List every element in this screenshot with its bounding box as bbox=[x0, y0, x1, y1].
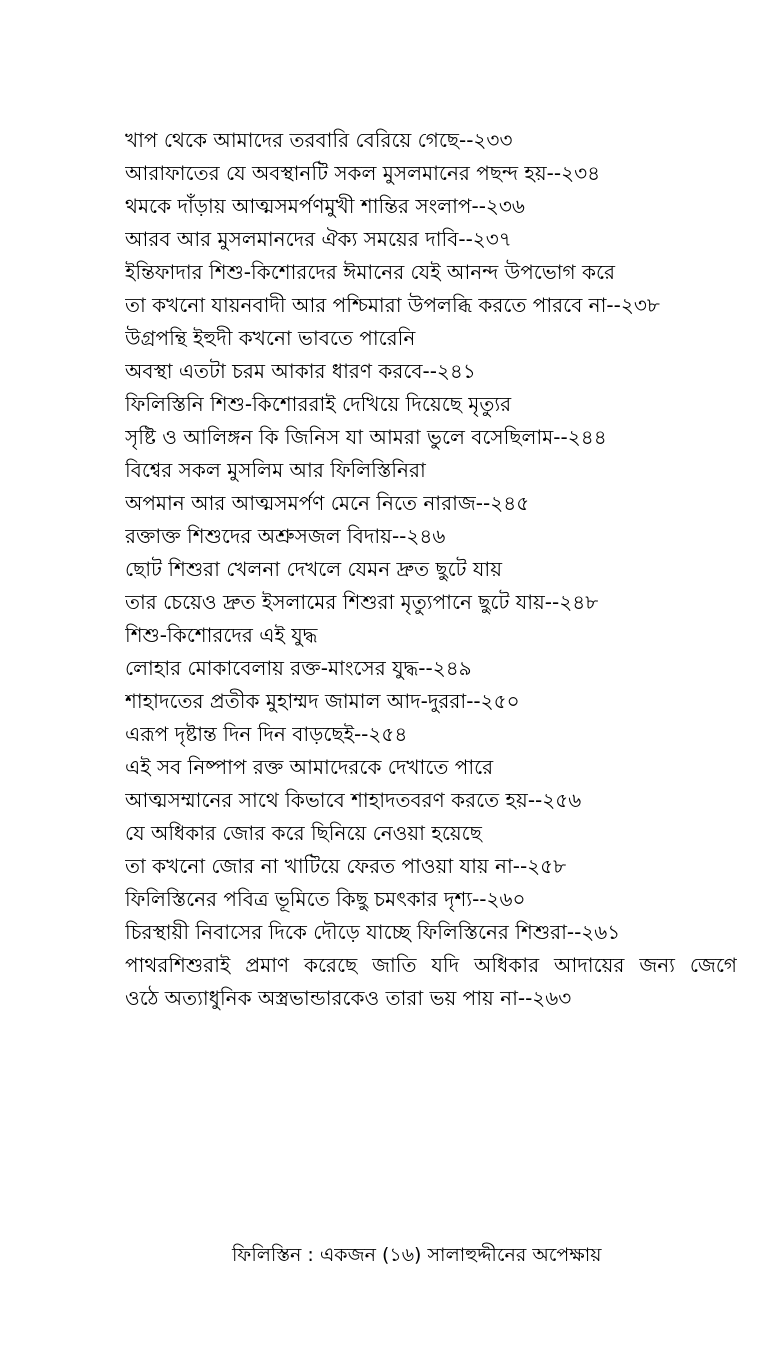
toc-line: অবস্থা এতটা চরম আকার ধারণ করবে--২৪১ bbox=[125, 359, 476, 383]
toc-line: খাপ থেকে আমাদের তরবারি বেরিয়ে গেছে--২৩৩ bbox=[125, 128, 513, 152]
toc-line: ফিলিস্তিনি শিশু-কিশোররাই দেখিয়ে দিয়েছে মৃত্যুর bbox=[125, 392, 512, 416]
toc-line: পাথরশিশুরাই প্রমাণ করেছে জাতি যদি অধিকার আদায়ের জন্য জেগে bbox=[125, 953, 737, 977]
toc-line: তার চেয়েও দ্রুত ইসলামের শিশুরা মৃত্যুপানে ছুটে যায়--২৪৮ bbox=[125, 590, 599, 614]
toc-line: ছোট শিশুরা খেলনা দেখলে যেমন দ্রুত ছুটে যায় bbox=[125, 557, 503, 581]
toc-line: উগ্রপন্থি ইহুদী কখনো ভাবতে পারেনি bbox=[125, 326, 416, 350]
toc-line: যে অধিকার জোর করে ছিনিয়ে নেওয়া হয়েছে bbox=[125, 821, 482, 845]
page-footer: ফিলিস্তিন : একজন (১৬) সালাহুদ্দীনের অপেক্ষায় bbox=[232, 1244, 602, 1266]
toc-line: তা কখনো যায়নবাদী আর পশ্চিমারা উপলব্ধি করতে পারবে না--২৩৮ bbox=[125, 293, 660, 317]
toc-line: চিরস্থায়ী নিবাসের দিকে দৌড়ে যাচ্ছে ফিলিস্তিনের শিশুরা--২৬১ bbox=[125, 920, 621, 944]
toc-line: ওঠে অত্যাধুনিক অস্ত্রভান্ডারকেও তারা ভয় পায় না--২৬৩ bbox=[125, 986, 572, 1010]
toc-line: তা কখনো জোর না খাটিয়ে ফেরত পাওয়া যায় না--২৫৮ bbox=[125, 854, 567, 878]
toc-line: বিশ্বের সকল মুসলিম আর ফিলিস্তিনিরা bbox=[125, 458, 426, 482]
toc-line: ফিলিস্তিনের পবিত্র ভূমিতে কিছু চমৎকার দৃশ্য--২৬০ bbox=[125, 887, 526, 911]
toc-line: এরূপ দৃষ্টান্ত দিন দিন বাড়ছেই--২৫৪ bbox=[125, 722, 408, 746]
toc-line: ইন্তিফাদার শিশু-কিশোরদের ঈমানের যেই আনন্দ উপভোগ করে bbox=[125, 260, 616, 284]
toc-line: আরব আর মুসলমানদের ঐক্য সময়ের দাবি--২৩৭ bbox=[125, 227, 512, 251]
toc-line: অপমান আর আত্মসমর্পণ মেনে নিতে নারাজ--২৪৫ bbox=[125, 491, 530, 515]
toc-line: সৃষ্টি ও আলিঙ্গন কি জিনিস যা আমরা ভুলে বসেছিলাম--২৪৪ bbox=[125, 425, 607, 449]
toc-line: থমকে দাঁড়ায় আত্মসমর্পণমুখী শান্তির সংলাপ--২৩৬ bbox=[125, 194, 525, 218]
toc-line: আরাফাতের যে অবস্থানটি সকল মুসলমানের পছন্দ হয়--২৩৪ bbox=[125, 161, 601, 185]
toc-line: লোহার মোকাবেলায় রক্ত-মাংসের যুদ্ধ--২৪৯ bbox=[125, 656, 472, 680]
toc-line: শাহাদতের প্রতীক মুহাম্মদ জামাল আদ-দুররা--২৫০ bbox=[125, 689, 520, 713]
toc-line: শিশু-কিশোরদের এই যুদ্ধ bbox=[125, 623, 318, 647]
toc-line: আত্মসম্মানের সাথে কিভাবে শাহাদতবরণ করতে হয়--২৫৬ bbox=[125, 788, 582, 812]
toc-line: রক্তাক্ত শিশুদের অশ্রুসজল বিদায়--২৪৬ bbox=[125, 524, 446, 548]
toc-line: এই সব নিষ্পাপ রক্ত আমাদেরকে দেখাতে পারে bbox=[125, 755, 494, 779]
table-of-contents bbox=[125, 124, 737, 1015]
